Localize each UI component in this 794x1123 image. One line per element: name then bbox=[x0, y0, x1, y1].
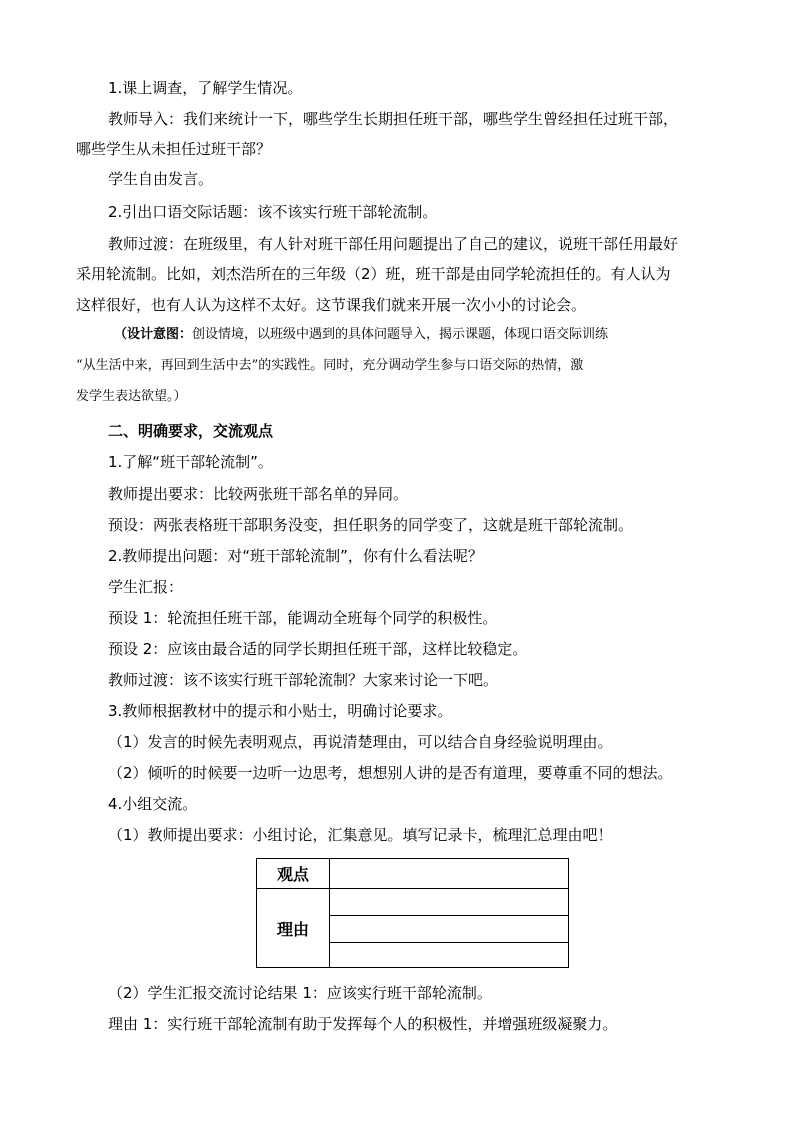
paragraph: 2.教师提出问题：对“班干部轮流制”，你有什么看法呢？ bbox=[108, 547, 483, 565]
paragraph: 教师过渡：在班级里，有人针对班干部任用问题提出了自己的建议，说班干部任用最好 bbox=[108, 235, 679, 253]
paragraph: （1）教师提出要求：小组讨论，汇集意见。填写记录卡，梳理汇总理由吧！ bbox=[108, 826, 613, 844]
design-note-line: “从生活中来，再回到生活中去”的实践性。同时，充分调动学生参与口语交际的热情，激 bbox=[76, 358, 584, 373]
paragraph: 2.引出口语交际话题：该不该实行班干部轮流制。 bbox=[108, 203, 438, 221]
paragraph: 采用轮流制。比如，刘杰浩所在的三年级（2）班，班干部是由同学轮流担任的。有人认为 bbox=[76, 265, 671, 283]
viewpoint-label: 观点 bbox=[257, 859, 330, 889]
paragraph: （2）学生汇报交流讨论结果 1：应该实行班干部轮流制。 bbox=[108, 984, 492, 1002]
paragraph: 4.小组交流。 bbox=[108, 795, 198, 813]
reason-cell bbox=[330, 916, 569, 943]
design-note-line: 发学生表达欲望。） bbox=[76, 389, 187, 404]
design-note-label: （设计意图： bbox=[114, 327, 193, 342]
paragraph: 学生自由发言。 bbox=[108, 170, 214, 188]
paragraph: 教师导入：我们来统计一下，哪些学生长期担任班干部，哪些学生曾经担任过班干部， bbox=[108, 110, 679, 128]
record-card-table bbox=[256, 858, 569, 968]
design-note-text: 创设情境，以班级中遇到的具体问题导入，揭示课题，体现口语交际训练 bbox=[192, 327, 609, 342]
reason-label: 理由 bbox=[257, 889, 330, 968]
paragraph: 预设：两张表格班干部职务没变，担任职务的同学变了，这就是班干部轮流制。 bbox=[108, 516, 634, 534]
paragraph: 3.教师根据教材中的提示和小贴士，明确讨论要求。 bbox=[108, 702, 453, 720]
paragraph: （2）倾听的时候要一边听一边思考，想想别人讲的是否有道理，要尊重不同的想法。 bbox=[108, 764, 673, 782]
paragraph: 理由 1：实行班干部轮流制有助于发挥每个人的积极性，并增强班级凝聚力。 bbox=[108, 1015, 618, 1033]
paragraph: 哪些学生从未担任过班干部？ bbox=[76, 140, 272, 158]
section-heading: 二、明确要求，交流观点 bbox=[108, 422, 274, 440]
reason-cell bbox=[330, 943, 569, 968]
paragraph: 1.了解“班干部轮流制”。 bbox=[108, 453, 273, 471]
viewpoint-cell bbox=[330, 859, 569, 889]
paragraph: 预设 1：轮流担任班干部，能调动全班每个同学的积极性。 bbox=[108, 609, 498, 627]
paragraph: 教师过渡：该不该实行班干部轮流制？大家来讨论一下吧。 bbox=[108, 671, 499, 689]
design-note-line bbox=[114, 326, 608, 344]
paragraph: （1）发言的时候先表明观点，再说清楚理由，可以结合自身经验说明理由。 bbox=[108, 733, 613, 751]
paragraph: 学生汇报： bbox=[108, 578, 184, 596]
reason-cell bbox=[330, 889, 569, 916]
paragraph: 1.课上调查，了解学生情况。 bbox=[108, 79, 303, 97]
paragraph: 预设 2：应该由最合适的同学长期担任班干部，这样比较稳定。 bbox=[108, 640, 528, 658]
paragraph: 这样很好，也有人认为这样不太好。这节课我们就来开展一次小小的讨论会。 bbox=[76, 296, 587, 314]
paragraph: 教师提出要求：比较两张班干部名单的异同。 bbox=[108, 485, 409, 503]
